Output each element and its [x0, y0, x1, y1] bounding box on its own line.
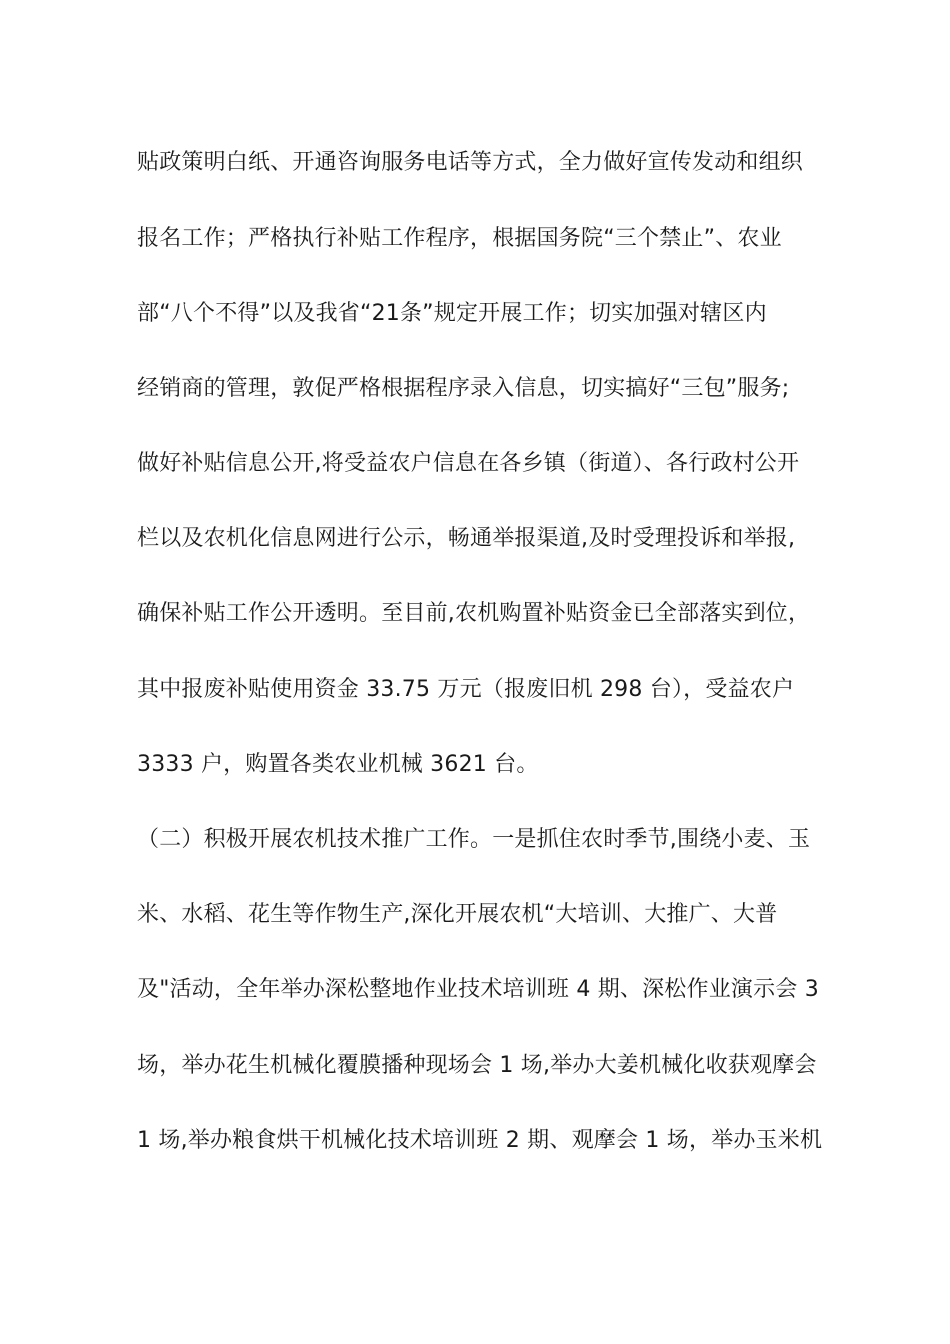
paragraph-line: 1 场,举办粮食烘干机械化技术培训班 2 期、观摩会 1 场，举办玉米机 [137, 1128, 823, 1153]
section-heading-line: （二）积极开展农机技术推广工作。一是抓住农时季节,围绕小麦、玉 [137, 827, 811, 852]
paragraph-line: 米、水稻、花生等作物生产,深化开展农机“大培训、大推广、大普 [137, 902, 778, 927]
paragraph-line: 栏以及农机化信息网进行公示，畅通举报渠道,及时受理投诉和举报, [137, 526, 796, 551]
paragraph-line: 做好补贴信息公开,将受益农户信息在各乡镇（街道）、各行政村公开 [137, 451, 800, 476]
paragraph-line: 部“八个不得”以及我省“21条”规定开展工作；切实加强对辖区内 [137, 301, 767, 326]
paragraph-line: 贴政策明白纸、开通咨询服务电话等方式，全力做好宣传发动和组织 [137, 150, 804, 175]
paragraph-line: 其中报废补贴使用资金 33.75 万元（报废旧机 298 台），受益农户 [137, 677, 795, 702]
paragraph-line: 场，举办花生机械化覆膜播种现场会 1 场,举办大姜机械化收获观摩会 [137, 1053, 817, 1078]
paragraph-line: 报名工作；严格执行补贴工作程序，根据国务院“三个禁止”、农业 [137, 226, 782, 251]
paragraph-line: 及"活动，全年举办深松整地作业技术培训班 4 期、深松作业演示会 3 [137, 977, 819, 1002]
paragraph-line: 确保补贴工作公开透明。至目前,农机购置补贴资金已全部落实到位， [137, 601, 811, 626]
paragraph-line: 经销商的管理，敦促严格根据程序录入信息，切实搞好“三包”服务; [137, 376, 790, 401]
paragraph-line: 3333 户，购置各类农业机械 3621 台。 [137, 752, 539, 777]
